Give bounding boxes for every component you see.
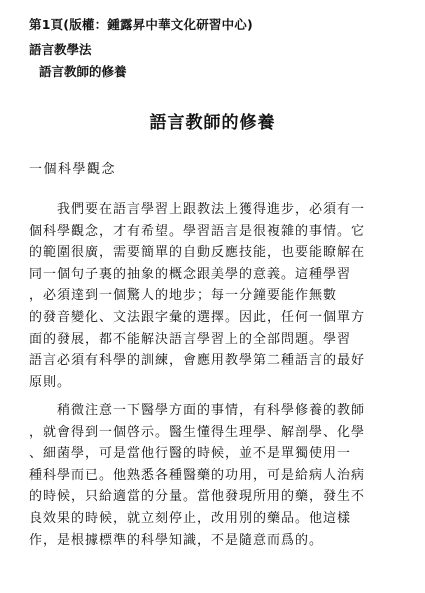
text-line: 原則。 (29, 374, 72, 390)
text-line: 良效果的時候，就立刻停止，改用別的藥品。他這樣 (29, 510, 352, 526)
text-line: 的時候，只給適當的分量。當他發現所用的藥，發生不 (29, 489, 366, 505)
text-line: 稍微注意一下醫學方面的事情，有科學修養的教師 (29, 403, 366, 418)
text-line: 個科學觀念，才有希望。學習語言是很複雜的事情。它 (29, 223, 366, 239)
text-line: 種科學而已。他熟悉各種醫藥的功用，可是給病人治病 (29, 467, 366, 483)
paragraph-1 (29, 199, 405, 393)
text-line: 的發音變化、文法跟字彙的選擇。因此，任何一個單方 (29, 309, 366, 325)
course-title: 語言教學法 (29, 42, 92, 57)
text-line: 作，是根據標準的科學知識，不是隨意而爲的。 (29, 532, 324, 548)
section-heading: 一個科學觀念 (29, 162, 117, 177)
text-line: 、細菌學，可是當他行醫的時候，並不是單獨使用一 (29, 446, 352, 462)
text-line: 的範圍很廣，需要簡單的自動反應技能，也要能瞭解在 (29, 245, 366, 261)
text-line: ，必須達到一個驚人的地步；每一分鐘要能作無數 (29, 288, 338, 304)
copyright-header: 第1頁(版權：鍾露昇中華文化研習中心) (29, 17, 253, 32)
text-line: 面的發展，都不能解決語言學習上的全部問題。學習 (29, 331, 352, 347)
paragraph-2 (29, 400, 405, 551)
text-line: ，就會得到一個啓示。醫生懂得生理學、解剖學、化學 (29, 424, 366, 440)
text-line: 我們要在語言學習上跟教法上獲得進步，必須有一 (29, 202, 366, 217)
chapter-title: 語言教師的修養 (39, 64, 127, 79)
text-line: 同一個句子裏的抽象的概念跟美學的意義。這種學習 (29, 266, 352, 282)
page-title: 語言教師的修養 (149, 113, 276, 133)
text-line: 語言必須有科學的訓練，會應用教學第二種語言的最好 (29, 353, 366, 369)
